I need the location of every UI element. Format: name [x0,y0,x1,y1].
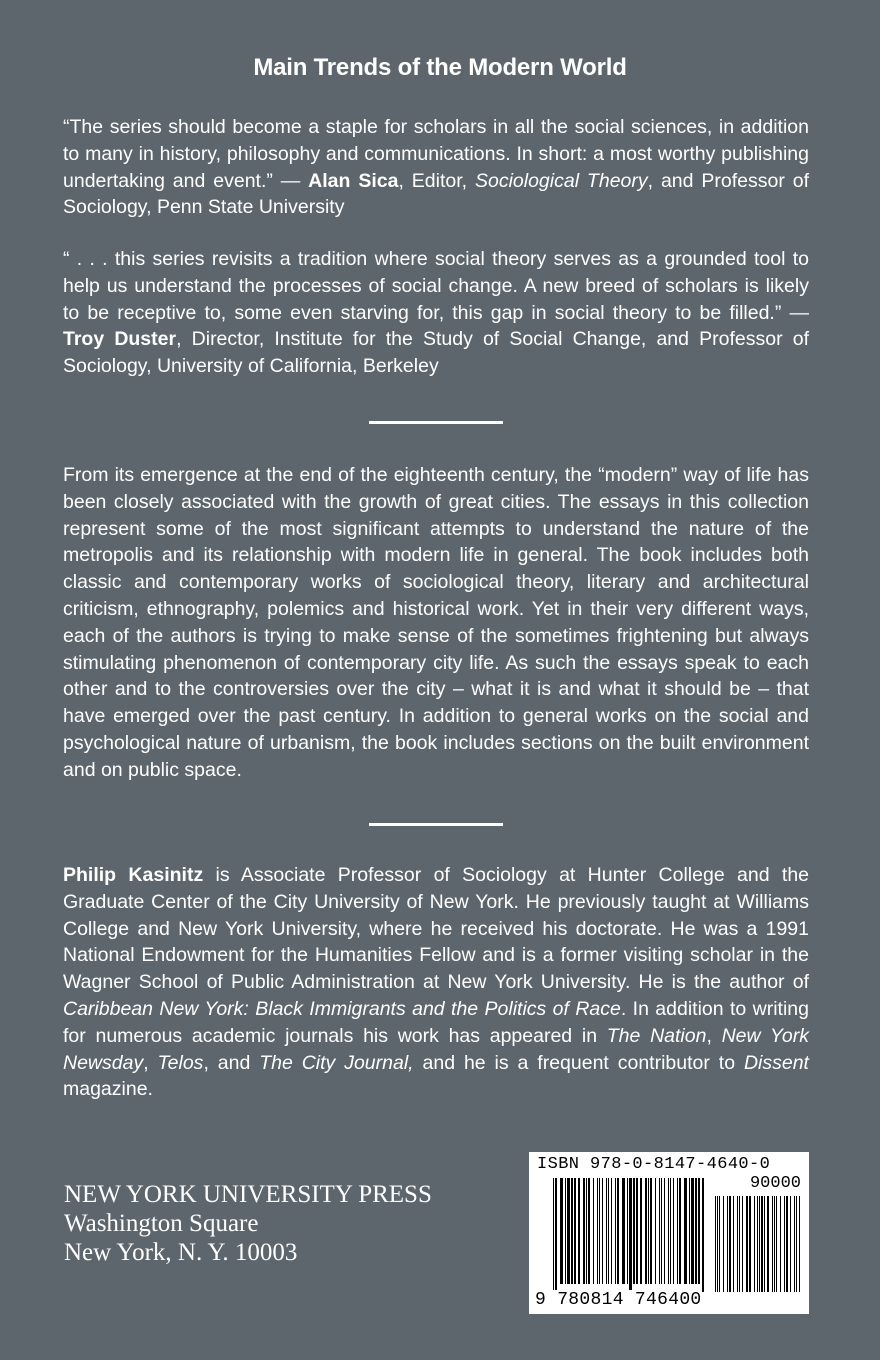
barcode-bar [767,1196,769,1292]
publication-title: Telos [157,1051,204,1074]
barcode-bar [668,1178,669,1284]
barcode-bar [602,1178,603,1284]
isbn-barcode [529,1152,809,1314]
barcode-bar [702,1178,704,1292]
endorsement-quote-2 [63,246,809,380]
barcode-bar [733,1196,734,1292]
barcode-bar [578,1178,580,1284]
quote-text: , Director, Institute for the Study of Social Change, and Professor of Sociology, University of California, Berkeley [63,328,809,378]
barcode-bar [780,1196,781,1292]
barcode-bar [648,1178,649,1284]
barcode-bar [698,1178,700,1284]
barcode-bar [588,1178,590,1284]
barcode-bar [774,1196,775,1292]
barcode-bar [794,1196,795,1292]
bio-text: , and [203,1051,260,1074]
barcode-bar [739,1196,740,1292]
barcode-bar [759,1196,760,1292]
barcode-bar [599,1178,600,1284]
author-bio [63,862,809,1103]
barcode-bar [684,1178,687,1284]
barcode-bar [729,1196,731,1292]
barcode-bar [746,1196,748,1292]
barcode-bar [627,1178,628,1284]
endorsement-quote-1 [63,114,809,221]
price-code: 90000 [749,1174,801,1193]
barcode-bar [608,1178,609,1284]
barcode-bar [695,1178,697,1284]
barcode-bar [715,1196,716,1292]
barcode-bar [679,1178,681,1284]
barcode-bar [622,1178,625,1284]
barcode-bar [565,1178,566,1284]
barcode-bar [560,1178,563,1284]
barcode-bar [640,1178,642,1284]
divider-rule [369,421,503,424]
barcode-bar [742,1196,743,1292]
quote-text: , and Professor of Sociology, Penn State University [63,169,809,219]
author-name: Philip Kasinitz [63,864,204,886]
book-description: From its emergence at the end of the eighteenth century, the “modern” way of life has been closely associated with the growth of great cities. The essays in this collection represent some of the most significant attempts to understand the nature of the metropolis and its relationship with modern life in general. The book includes both classic and contemporary works of sociological theory, literary and architectural criticism, ethnography, polemics and historical work. Yet in their very different ways, each of the authors is trying to make sense of the sometimes frightening but always stimulating phenomenon of contemporary city life. As such the essays speak to each other and to the controversies over the city – what it is and what it should be – that have emerged over the past century. In addition to general works on the social and psychological nature of urbanism, the book includes sections on the built environment and on public space. [63,464,809,781]
publication-title: The Nation [606,1024,707,1047]
quote-text: “The series should become a staple for scholars in all the social sciences, in addition to many in history, philosophy and communications. In short: a most worthy publishing undertaking and event.” — [63,116,809,192]
barcode-bar [757,1196,758,1292]
publication-title: New York Newsday [63,1024,809,1074]
barcode-bar [645,1178,647,1284]
barcode-bar [597,1178,598,1284]
publication-title: Sociological Theory [474,169,648,192]
barcode-bar [786,1196,788,1292]
barcode-bar [799,1196,800,1292]
bio-text: and he is a frequent contributor to [413,1051,744,1074]
barcode-bar [717,1196,718,1292]
publisher-name: NEW YORK UNIVERSITY PRESS [64,1181,432,1208]
publication-title: The City Journal, [259,1051,414,1074]
barcode-bar [784,1196,785,1292]
barcode-bar [615,1178,616,1284]
endorser-name: Alan Sica [308,169,399,192]
barcode-bar [586,1178,587,1284]
publication-title: Dissent [743,1051,809,1074]
barcode-bar [659,1178,660,1284]
barcode-bar [633,1178,635,1284]
barcode-bar [555,1178,557,1292]
barcode-bar [764,1196,765,1292]
barcode-bar [661,1178,662,1284]
series-title: Main Trends of the Modern World [253,54,627,81]
barcode-bar [723,1196,724,1292]
divider-rule [369,823,503,826]
barcode-bar [691,1178,694,1284]
barcode-bar [553,1178,554,1292]
barcode-bar [670,1178,671,1284]
barcode-bar [593,1178,594,1284]
barcode-bar [761,1196,763,1292]
barcode-bar [583,1178,585,1284]
barcode-bar [796,1196,797,1292]
barcode-bar [776,1196,777,1292]
barcode-bar [611,1178,612,1284]
barcode-bar [754,1196,755,1292]
barcode-bar [567,1178,570,1284]
barcode-bar [790,1196,791,1292]
barcode-number: 9 780814 746400 [535,1290,702,1310]
barcode-bar [650,1178,652,1284]
barcode-bar [689,1178,690,1284]
barcode-bar [737,1196,738,1292]
barcode-bar [664,1178,665,1284]
barcode-bar [629,1178,632,1292]
endorser-name: Troy Duster [63,328,177,351]
barcode-bar [606,1178,607,1284]
barcode-bar [677,1178,678,1284]
bio-text: is Associate Professor of Sociology at Hunter College and the Graduate Center of the City University of New York. He previously taught at Williams College and New York University, where he received his doctorate. He was a 1991 National Endowment for the Humanities Fellow and is a former visiting scholar in the Wagner School of Public Administration at New York University. He is the author of [63,864,810,994]
publisher-address [64,1180,432,1267]
barcode-bar [617,1178,619,1284]
bio-text: . In addition to writing for numerous academic journals his work has appeared in [63,997,809,1047]
quote-text: , Editor, [398,169,475,192]
barcode-bar [673,1178,674,1284]
barcode-bar [636,1178,638,1284]
bio-text: , [706,1024,722,1047]
book-title: Caribbean New York: Black Immigrants and the Politics of Race [63,997,621,1020]
quote-text: “ . . . this series revisits a tradition where social theory serves as a grounded tool to help us understand the processes of social change. A new breed of scholars is likely to be receptive to, some even starving for, this gap in social theory to be filled.” — [63,248,809,324]
barcode-bar [655,1178,656,1284]
publisher-street: Washington Square [64,1210,259,1237]
bio-text: , [143,1051,158,1074]
barcode-bar [727,1196,728,1292]
isbn-label: ISBN 978-0-8147-4640-0 [537,1155,771,1174]
barcode-bar [574,1178,576,1284]
barcode-bar [772,1196,773,1292]
barcode-bar [719,1196,720,1292]
barcode-bar [571,1178,573,1284]
publisher-city: New York, N. Y. 10003 [64,1239,298,1266]
bio-text: magazine. [63,1078,153,1101]
barcode-bar [749,1196,751,1292]
